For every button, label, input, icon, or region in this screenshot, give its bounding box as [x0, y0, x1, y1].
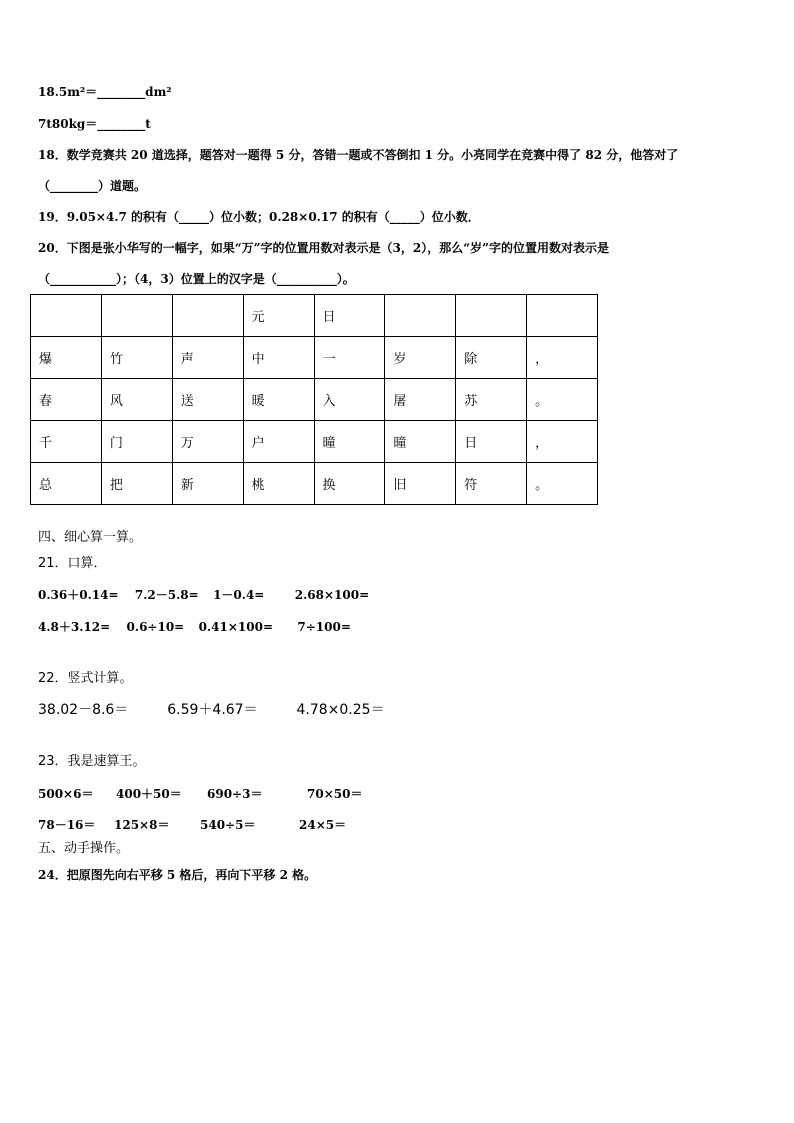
fast-calc-row2	[38, 817, 346, 833]
grid-cell: 苏	[456, 379, 527, 421]
calc-item: 690÷3＝	[207, 787, 263, 801]
grid-cell: ，	[527, 337, 598, 379]
question-20-line1: 20．下图是张小华写的一幅字，如果“万”字的位置用数对表示是（3，2），那么“岁”字的位置用数对表示是	[38, 241, 610, 255]
grid-row	[31, 379, 598, 421]
grid-cell: 元	[243, 295, 314, 337]
calc-item: 0.36＋0.14=	[38, 588, 119, 602]
calc-item: 78－16＝	[38, 818, 96, 832]
grid-cell	[31, 295, 102, 337]
grid-cell: 春	[31, 379, 102, 421]
grid-row	[31, 463, 598, 505]
poem-grid	[30, 294, 598, 505]
grid-cell: 新	[172, 463, 243, 505]
grid-cell	[101, 295, 172, 337]
calc-item: 24×5＝	[299, 818, 347, 832]
grid-cell: 。	[527, 379, 598, 421]
mental-calc-row1	[38, 587, 369, 603]
grid-row	[31, 337, 598, 379]
question-20-line2: （___________）；（4，3）位置上的汉字是（__________）。	[38, 272, 355, 286]
grid-cell: 把	[101, 463, 172, 505]
conversion-area: 18.5m²＝________dm²	[38, 85, 172, 99]
calc-item: 4.8＋3.12=	[38, 620, 111, 634]
conversion-mass: 7t80kg＝________t	[38, 117, 151, 131]
grid-cell	[456, 295, 527, 337]
grid-cell: 中	[243, 337, 314, 379]
section-4-heading: 四、细心算一算。	[38, 530, 143, 545]
calc-item: 70×50＝	[307, 787, 363, 801]
grid-cell	[527, 295, 598, 337]
grid-cell: 总	[31, 463, 102, 505]
calc-item: 1－0.4=	[213, 588, 265, 602]
grid-cell: 暖	[243, 379, 314, 421]
grid-cell: 千	[31, 421, 102, 463]
calc-item: 7.2－5.8=	[134, 588, 199, 602]
grid-cell	[172, 295, 243, 337]
calc-item: 7÷100=	[297, 620, 351, 634]
calc-item: 4.78×0.25＝	[296, 702, 385, 718]
grid-cell: ，	[527, 421, 598, 463]
grid-cell: 一	[314, 337, 385, 379]
fast-calc-row1	[38, 786, 362, 802]
grid-cell: 日	[456, 421, 527, 463]
grid-cell: 竹	[101, 337, 172, 379]
grid-cell	[385, 295, 456, 337]
grid-cell: 入	[314, 379, 385, 421]
calc-item: 500×6＝	[38, 787, 94, 801]
vertical-calc-row	[38, 702, 385, 718]
grid-row	[31, 421, 598, 463]
calc-item: 0.6÷10=	[126, 620, 185, 634]
grid-cell: 桃	[243, 463, 314, 505]
question-24: 24．把原图先向右平移 5 格后，再向下平移 2 格。	[38, 868, 317, 882]
question-18-line2: （________）道题。	[38, 179, 147, 193]
grid-cell: 门	[101, 421, 172, 463]
grid-cell: 旧	[385, 463, 456, 505]
grid-cell: 换	[314, 463, 385, 505]
grid-cell: 曈	[314, 421, 385, 463]
question-18-line1: 18．数学竞赛共 20 道选择，题答对一题得 5 分，答错一题或不答倒扣 1 分。小亮同学在竞赛中得了 82 分，他答对了	[38, 148, 679, 162]
grid-cell: 户	[243, 421, 314, 463]
grid-cell: 符	[456, 463, 527, 505]
grid-cell: 。	[527, 463, 598, 505]
mental-calc-row2	[38, 619, 351, 635]
grid-cell: 除	[456, 337, 527, 379]
grid-cell: 万	[172, 421, 243, 463]
question-23: 23．我是速算王。	[38, 754, 146, 769]
grid-row	[31, 295, 598, 337]
question-21: 21．口算．	[38, 556, 107, 571]
grid-cell: 送	[172, 379, 243, 421]
grid-cell: 岁	[385, 337, 456, 379]
calc-item: 2.68×100=	[294, 588, 370, 602]
grid-cell: 声	[172, 337, 243, 379]
grid-cell: 爆	[31, 337, 102, 379]
calc-item: 540÷5＝	[200, 818, 256, 832]
calc-item: 0.41×100=	[198, 620, 273, 634]
calc-item: 125×8＝	[114, 818, 170, 832]
question-22: 22．竖式计算。	[38, 671, 133, 686]
grid-cell: 曈	[385, 421, 456, 463]
calc-item: 400＋50＝	[116, 787, 182, 801]
question-19: 19．9.05×4.7 的积有（_____）位小数；0.28×0.17 的积有（_____）位小数．	[38, 210, 480, 224]
section-5-heading: 五、动手操作。	[38, 841, 130, 856]
grid-cell: 日	[314, 295, 385, 337]
grid-cell: 屠	[385, 379, 456, 421]
calc-item: 38.02－8.6＝	[38, 702, 129, 718]
grid-cell: 风	[101, 379, 172, 421]
calc-item: 6.59＋4.67＝	[167, 702, 258, 718]
